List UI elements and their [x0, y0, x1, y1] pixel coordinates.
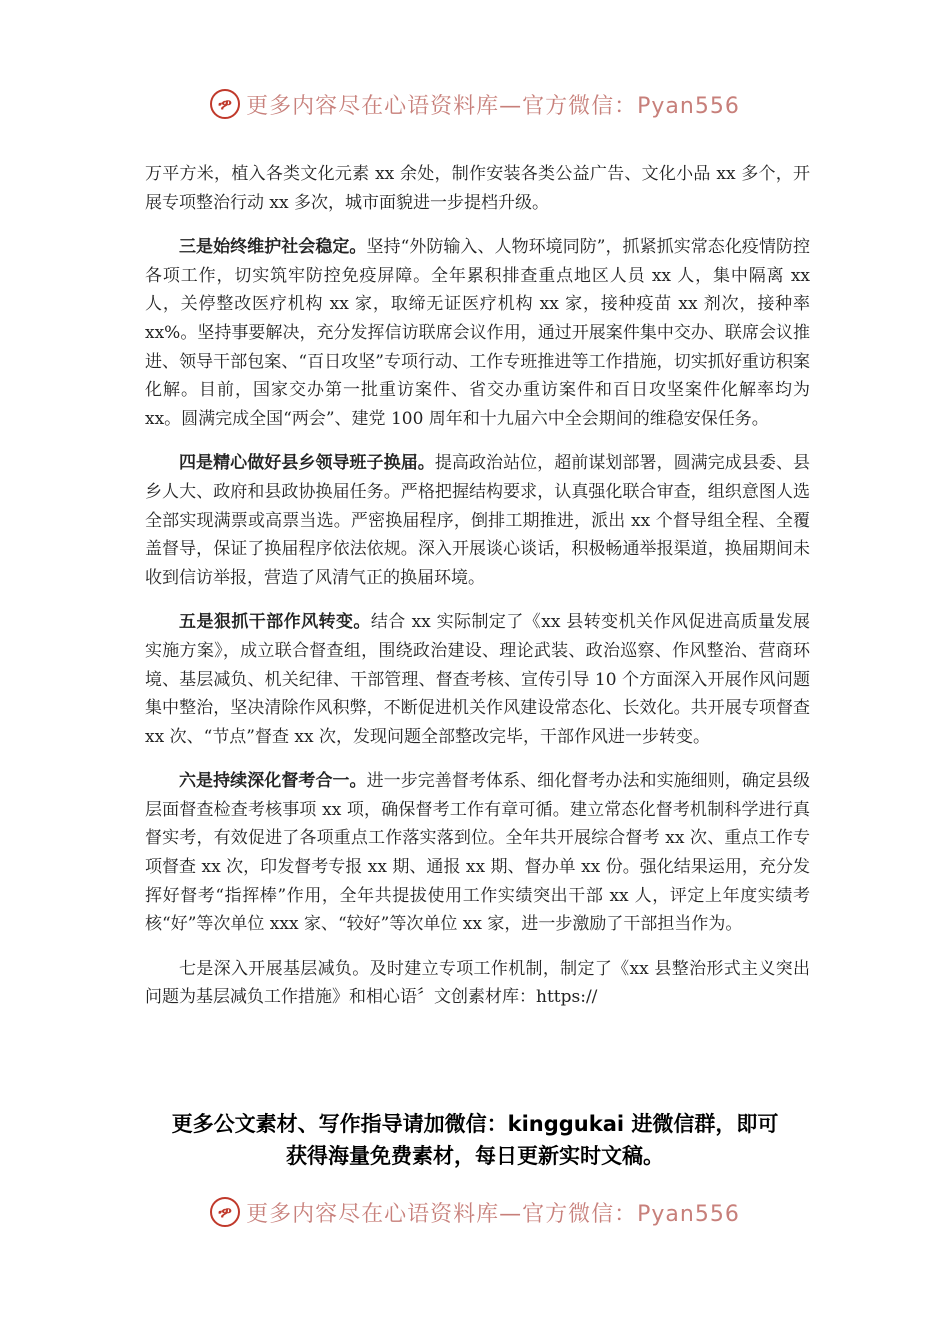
header-banner	[0, 82, 950, 126]
footer-banner	[0, 1190, 950, 1234]
promo-line-2: 获得海量免费素材，每日更新实时文稿。	[286, 1144, 664, 1168]
footer-banner-text: 更多内容尽在心语资料库—官方微信：Pyan556	[246, 1201, 740, 1227]
promo-block	[0, 1108, 950, 1172]
paragraph-social-stability	[145, 233, 810, 433]
paragraph-text: 进一步完善督考体系、细化督考办法和实施细则，确定县级层面督查检查考核事项 xx 项，确保督考工作有章可循。建立常态化督考机制科学进行真督实考，有效促进了各项重点工作落实落到位。全年共开展综合督考 xx 次、重点工作专项督查 xx 次，印发督考专报 xx 期、通报 xx 期、督办单 xx 份。强化结果运用，充分发挥好督考“指挥棒”作用，全年共提拔使用工作实绩突出干部 xx 人，评定上年度实绩考核“好”等次单位 xxx 家、“较好”等次单位 xx 家，进一步激励了干部担当作为。	[145, 771, 811, 935]
paragraph-leadership-election	[145, 449, 810, 592]
paragraph-continued: 万平方米，植入各类文化元素 xx 余处，制作安装各类公益广告、文化小品 xx 多个，开展专项整治行动 xx 多次，城市面貌进一步提档升级。	[145, 164, 810, 213]
paragraph-burden-reduction: 七是深入开展基层减负。及时建立专项工作机制，制定了《xx 县整治形式主义突出问题为基层减负工作措施》和相心语〞文创素材库：https://	[145, 958, 810, 1008]
paragraph-lead: 四是精心做好县乡领导班子换届。	[179, 453, 435, 474]
promo-line-1: 更多公文素材、写作指导请加微信：kinggukai 进微信群，即可	[171, 1112, 779, 1136]
paragraph-text: 坚持“外防输入、人物环境同防”，抓紧抓实常态化疫情防控各项工作，切实筑牢防控免疫屏障。全年累积排查重点地区人员 xx 人，集中隔离 xx 人，关停整改医疗机构 xx 家，取缔无证医疗机构 xx 家，接种疫苗 xx 剂次，接种率 xx%。坚持事要解决，充分发挥信访联席会议作用，通过开展案件集中交办、联席会议推进、领导干部包案、“百日攻坚”专项行动、工作专班推进等工作措施，切实抓好重访积案化解。目前，国家交办第一批重访案件、省交办重访案件和百日攻坚案件化解率均为 xx。圆满完成全国“两会”、建党 100 周年和十九届六中全会期间的维稳安保任务。	[145, 237, 810, 429]
swirl-logo-icon: ዏ	[210, 1197, 240, 1227]
paragraph-work-style	[145, 608, 810, 751]
paragraph-lead: 三是始终维护社会稳定。	[179, 237, 367, 258]
paragraph-lead: 六是持续深化督考合一。	[179, 771, 367, 792]
header-banner-text: 更多内容尽在心语资料库—官方微信：Pyan556	[246, 93, 740, 119]
document-body	[145, 160, 810, 1028]
paragraph-text: 结合 xx 实际制定了《xx 县转变机关作风促进高质量发展实施方案》，成立联合督查组，围绕政治建设、理论武装、政治巡察、作风整治、营商环境、基层减负、机关纪律、干部管理、督查考核、宣传引导 10 个方面深入开展作风问题集中整治，坚决清除作风积弊，不断促进机关作风建设常态化、长效化。共开展专项督查 xx 次、“节点”督查 xx 次，发现问题全部整改完毕，干部作风进一步转变。	[145, 612, 811, 747]
swirl-logo-icon: ዏ	[210, 89, 240, 119]
paragraph-text: 提高政治站位，超前谋划部署，圆满完成县委、县乡人大、政府和县政协换届任务。严格把握结构要求，认真强化联合审查，组织意图人选全部实现满票或高票当选。严密换届程序，倒排工期推进，派出 xx 个督导组全程、全覆盖督导，保证了换届程序依法依规。深入开展谈心谈话，积极畅通举报渠道，换届期间未收到信访举报，营造了风清气正的换届环境。	[145, 453, 811, 588]
paragraph-lead: 五是狠抓干部作风转变。	[179, 612, 371, 633]
paragraph-supervision	[145, 767, 810, 939]
